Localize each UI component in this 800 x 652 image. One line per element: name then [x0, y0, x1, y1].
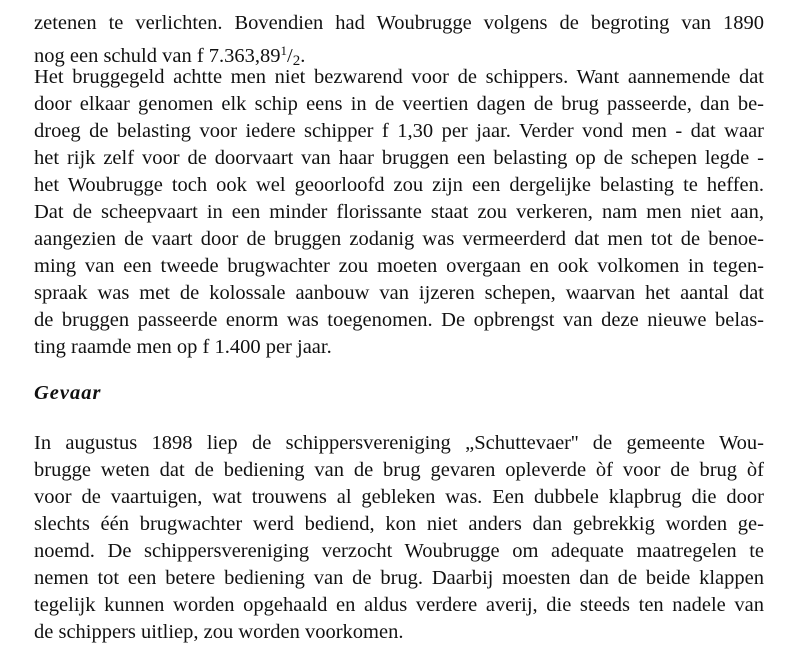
- text-line: In augustus 1898 liep de schippersvereniging „Schuttevaer'' de gemeente Wou-: [34, 432, 764, 454]
- text-line: de bruggen passeerde enorm was toegenomen. De opbrengst van deze nieuwe belas-: [34, 309, 764, 331]
- text-line: tegelijk kunnen worden opgehaald en aldus verdere averij, die steeds ten nadele van: [34, 594, 764, 616]
- paragraph-continued: [34, 10, 764, 69]
- fraction-separator: /: [287, 45, 293, 67]
- fraction-denominator: 2: [292, 53, 301, 69]
- text-line: droeg de belasting voor iedere schipper f 1,30 per jaar. Verder vond men - dat waar: [34, 120, 764, 142]
- text-line: Dat de scheepvaart in een minder florissante staat zou verkeren, nam men niet aan,: [34, 201, 764, 223]
- text-line: ming van een tweede brugwachter zou moeten overgaan en ook volkomen in tegen-: [34, 255, 764, 277]
- text-segment-end: .: [300, 45, 306, 67]
- text-line: voor de vaartuigen, wat trouwens al gebleken was. Een dubbele klapbrug die door: [34, 486, 764, 508]
- fraction-numerator: 1: [280, 43, 288, 58]
- text-line-with-fraction: [34, 37, 764, 69]
- text-line: spraak was met de kolossale aanbouw van ijzeren schepen, waarvan het aantal dat: [34, 282, 764, 304]
- paragraph-schuttevaer: [34, 430, 764, 646]
- text-line: Het bruggegeld achtte men niet bezwarend voor de schippers. Want aannemende dat: [34, 66, 764, 88]
- text-line: brugge weten dat de bediening van de brug gevaren opleverde òf voor de brug òf: [34, 459, 764, 481]
- text-line: het Woubrugge toch ook wel geoorloofd zou zijn een dergelijke belasting te heffen.: [34, 174, 764, 196]
- text-line: noemd. De schippersvereniging verzocht Woubrugge om adequate maatregelen te: [34, 540, 764, 562]
- paragraph-bruggegeld: [34, 64, 764, 361]
- text-line: het rijk zelf voor de doorvaart van haar bruggen een belasting op de schepen legde -: [34, 147, 764, 169]
- text-line: nemen tot een betere bediening van de brug. Daarbij moesten dan de beide klappen: [34, 567, 764, 589]
- text-line: slechts één brugwachter werd bediend, kon niet anders dan gebrekkig worden ge-: [34, 513, 764, 535]
- text-line: de schippers uitliep, zou worden voorkomen.: [34, 621, 404, 643]
- text-line: zetenen te verlichten. Bovendien had Woubrugge volgens de begroting van 1890: [34, 12, 764, 34]
- text-line: ting raamde men op f 1.400 per jaar.: [34, 336, 332, 358]
- text-line: door elkaar genomen elk schip eens in de veertien dagen de brug passeerde, dan be-: [34, 93, 764, 115]
- text-segment: nog een schuld van f 7.363,89: [34, 45, 281, 67]
- text-line: aangezien de vaart door de bruggen zodanig was vermeerderd dat men tot de benoe-: [34, 228, 764, 250]
- section-heading: Gevaar: [34, 382, 102, 404]
